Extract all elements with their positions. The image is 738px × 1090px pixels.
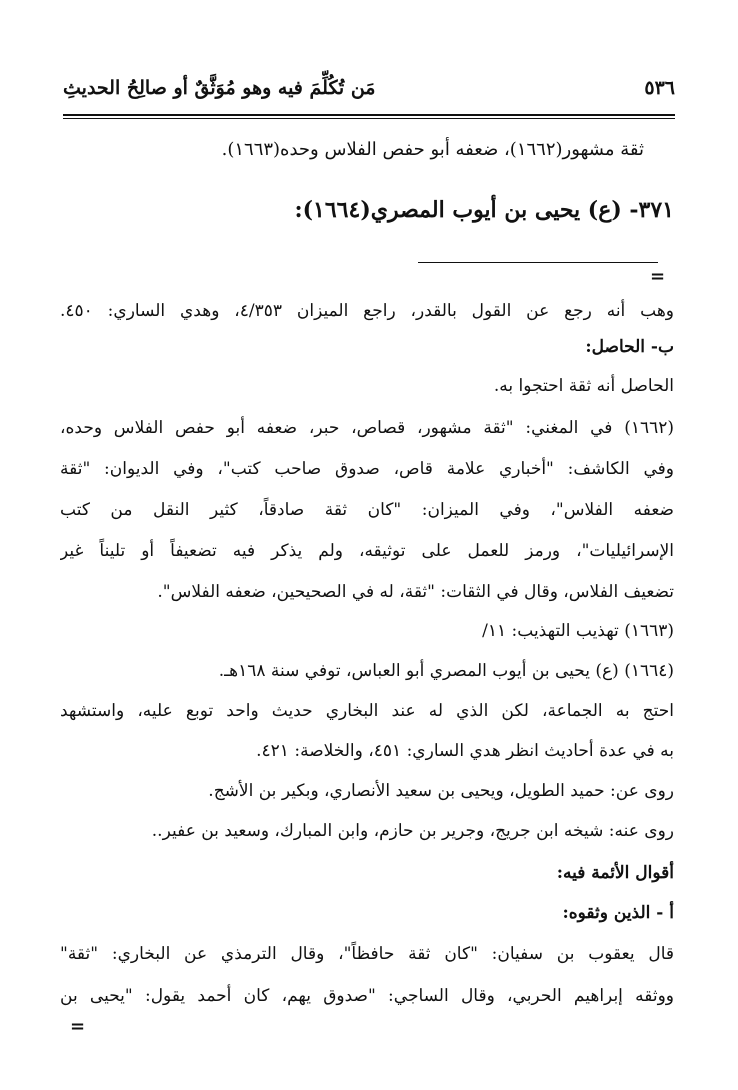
footnote-1662-line-2: وفي الكاشف: "أخباري علامة قاص، صدوق صاحب كتب"، وفي الديوان: "ثقة bbox=[60, 459, 674, 479]
footnote-1662-line-1: (١٦٦٢) في المغني: "ثقة مشهور، قصاص، حبر، ضعفه أبو حفص الفلاس وحده، bbox=[60, 418, 674, 438]
entry-heading: ٣٧١- (ع) يحيى بن أيوب المصري(١٦٦٤): bbox=[294, 197, 674, 223]
footnote-1664-line-5: روى عنه: شيخه ابن جريج، وجرير بن حازم، وابن المبارك، وسعيد بن عفير.. bbox=[151, 821, 674, 841]
footnote-1664-line-1: (١٦٦٤) (ع) يحيى بن أيوب المصري أبو العباس، توفي سنة ١٦٨هـ. bbox=[218, 661, 674, 681]
footnote-1664-line-4: روى عن: حميد الطويل، ويحيى بن سعيد الأنصاري، وبكير بن الأشج. bbox=[208, 781, 674, 801]
page-header bbox=[63, 68, 675, 108]
header-rule-thick bbox=[63, 114, 675, 116]
footnote-line-3: الحاصل أنه ثقة احتجوا به. bbox=[493, 376, 674, 396]
footnote-1663: (١٦٦٣) تهذيب التهذيب: ١١/ bbox=[482, 621, 674, 641]
header-rule-thin bbox=[63, 118, 675, 119]
running-title: مَن تُكُلِّمَ فيه وهو مُوَثَّقٌ أو صالِحُ الحديثِ bbox=[63, 77, 376, 99]
footnote-heading-opinions: أقوال الأئمة فيه: bbox=[556, 863, 674, 883]
footnote-1662-line-5: تضعيف الفلاس، وقال في الثقات: "ثقة، له في الصحيحين، ضعفه الفلاس". bbox=[157, 582, 674, 602]
footnote-line-1: وهب أنه رجع عن القول بالقدر، راجع الميزان ٤/٣٥٣، وهدي الساري: ٤٥٠. bbox=[60, 301, 674, 321]
footnote-1662-line-4: الإسرائيليات"، ورمز للعمل على توثيقه، ولم يذكر فيه تضعيفاً أو تليناً غير bbox=[60, 541, 674, 561]
footnote-1662-line-3: ضعفه الفلاس"، وفي الميزان: "كان ثقة صادقاً، كثير النقل من كتب bbox=[60, 500, 674, 520]
footnote-heading-trusted: أ - الذين وثقوه: bbox=[562, 903, 674, 923]
footnote-heading-result: ب- الحاصل: bbox=[585, 337, 674, 357]
page-number: ٥٣٦ bbox=[644, 77, 675, 99]
body-line-1: ثقة مشهور(١٦٦٢)، ضعفه أبو حفص الفلاس وحده(١٦٦٣). bbox=[221, 139, 644, 160]
footnote-1664-line-2: احتج به الجماعة، لكن الذي له عند البخاري حديث واحد توبع عليه، واستشهد bbox=[60, 701, 674, 721]
footnote-1664-line-3: به في عدة أحاديث انظر هدي الساري: ٤٥١، والخلاصة: ٤٢١. bbox=[256, 741, 674, 761]
footnote-1664-line-6: قال يعقوب بن سفيان: "كان ثقة حافظاً"، وقال الترمذي عن البخاري: "ثقة" bbox=[60, 944, 674, 964]
footnote-1664-line-7: ووثقه إبراهيم الحربي، وقال الساجي: "صدوق يهم، كان أحمد يقول: "يحيى بن bbox=[60, 986, 674, 1006]
continuation-mark: = bbox=[650, 266, 666, 287]
end-continuation-mark: = bbox=[70, 1016, 86, 1037]
footnote-separator bbox=[418, 262, 658, 263]
